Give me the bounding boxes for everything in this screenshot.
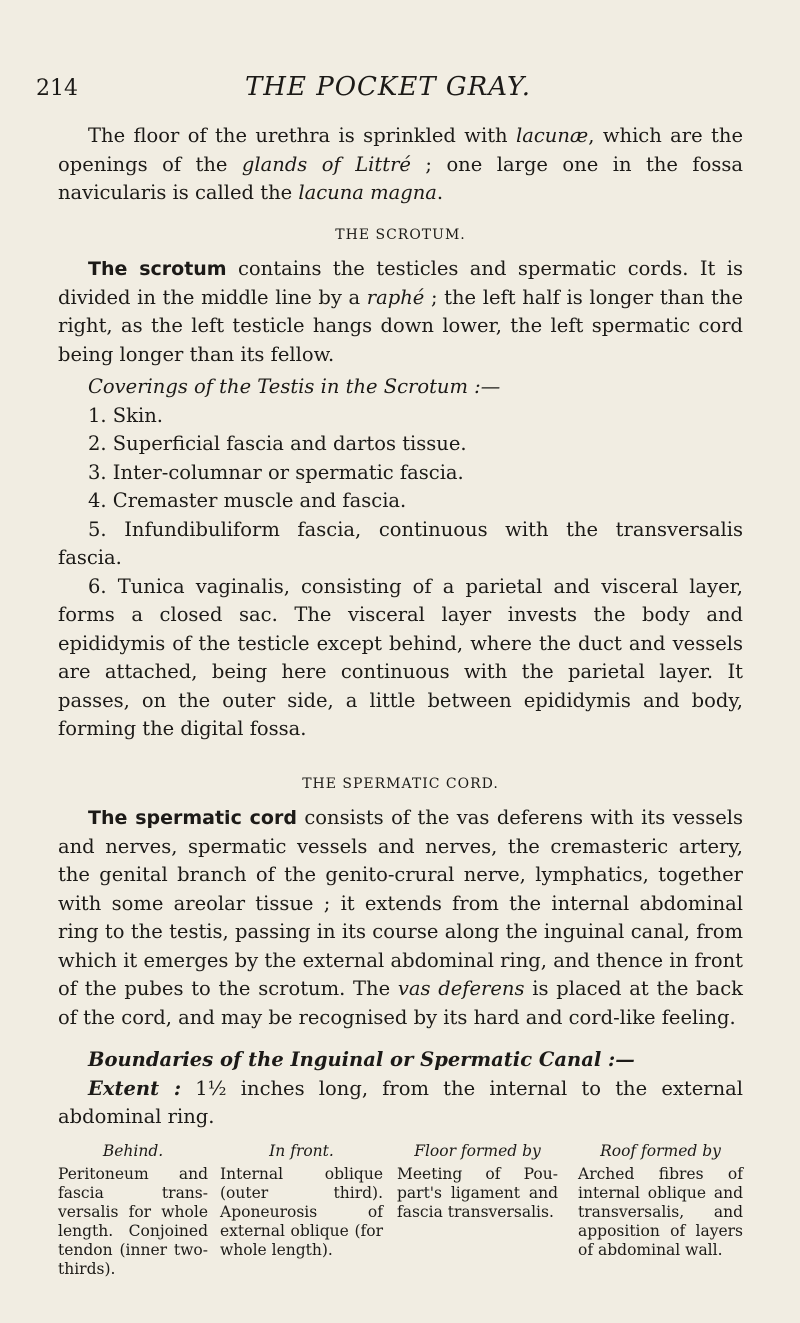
column-text: Arched fibres of internal oblique and transversalis, and apposition of layers of abdominal wall. (578, 1164, 743, 1259)
page-body (58, 122, 743, 1279)
canal-boundaries-table (58, 1142, 743, 1279)
scrotum-heading: THE SCROTUM. (335, 226, 466, 243)
column-heading: Roof formed by (600, 1141, 721, 1160)
covering-item: 3. Inter-columnar or spermatic fascia. (88, 460, 464, 484)
spermatic-cord-heading: THE SPERMATIC CORD. (302, 775, 499, 792)
column-heading: Behind. (102, 1141, 164, 1160)
column-heading: In front. (269, 1141, 334, 1160)
scrotum-paragraph: The scrotum contains the testicles and spermatic cords. It is divided in the middle line by a raphé ; the left half is longer than the right, as the left testicle hangs down lower, the left spermatic cord being longer than its fellow. (58, 257, 743, 366)
canal-extent: Extent : 1½ inches long, from the internal to the external abdominal ring. (58, 1076, 743, 1128)
covering-item: 2. Superficial fascia and dartos tissue. (88, 432, 467, 455)
running-title: THE POCKET GRAY. (244, 72, 532, 102)
column-text: Peritoneum and fascia transversalis for whole length. Conjoined tendon (inner two-thirds). (58, 1164, 208, 1278)
column-floor (383, 1142, 558, 1279)
coverings-title: Coverings of the Testis in the Scrotum :— (88, 375, 501, 398)
covering-item: 4. Cremaster muscle and fascia. (88, 489, 407, 512)
column-text: Meeting of Poupart's ligament and fascia transversalis. (397, 1164, 558, 1221)
spermatic-cord-paragraph: The spermatic cord consists of the vas deferens with its vessels and nerves, spermatic vessels and nerves, the cremasteric artery, the genital branch of the genito-crural nerve, lymphatics, together with some areolar tissue ; it extends from the internal abdominal ring to the testis, passing in its course along the inguinal canal, from which it emerges by the external abdominal ring, and thence in front of the pubes to the scrotum. The vas deferens is placed at the back of the cord, and may be recognised by its hard and cord-like feeling. (58, 806, 743, 1029)
page-header (36, 72, 740, 112)
covering-item: 1. Skin. (88, 403, 163, 427)
column-heading: Floor formed by (414, 1141, 541, 1160)
page-number: 214 (36, 76, 78, 101)
column-in-front (208, 1142, 383, 1279)
covering-item: 6. Tunica vaginalis, consisting of a parietal and visceral layer, forms a closed sac. The visceral layer invests the body and epididymis of the testicle except behind, where the duct and vessels are attached, being here continuous with the parietal layer. It passes, on the outer side, a little between epididymis and body, forming the digital fossa. (58, 574, 743, 740)
intro-paragraph: The floor of the urethra is sprinkled with lacunæ, which are the openings of the glands of Littré ; one large one in the fossa navicularis is called the lacuna magna. (58, 124, 744, 204)
column-roof (558, 1142, 743, 1279)
canal-title: Boundaries of the Inguinal or Spermatic Canal :— (88, 1048, 635, 1071)
column-behind (58, 1142, 208, 1279)
covering-item: 5. Infundibuliform fascia, continuous with the transversalis fascia. (58, 517, 743, 569)
column-text: Internal oblique (outer third). Aponeurosis of external oblique (for whole length). (220, 1164, 383, 1259)
